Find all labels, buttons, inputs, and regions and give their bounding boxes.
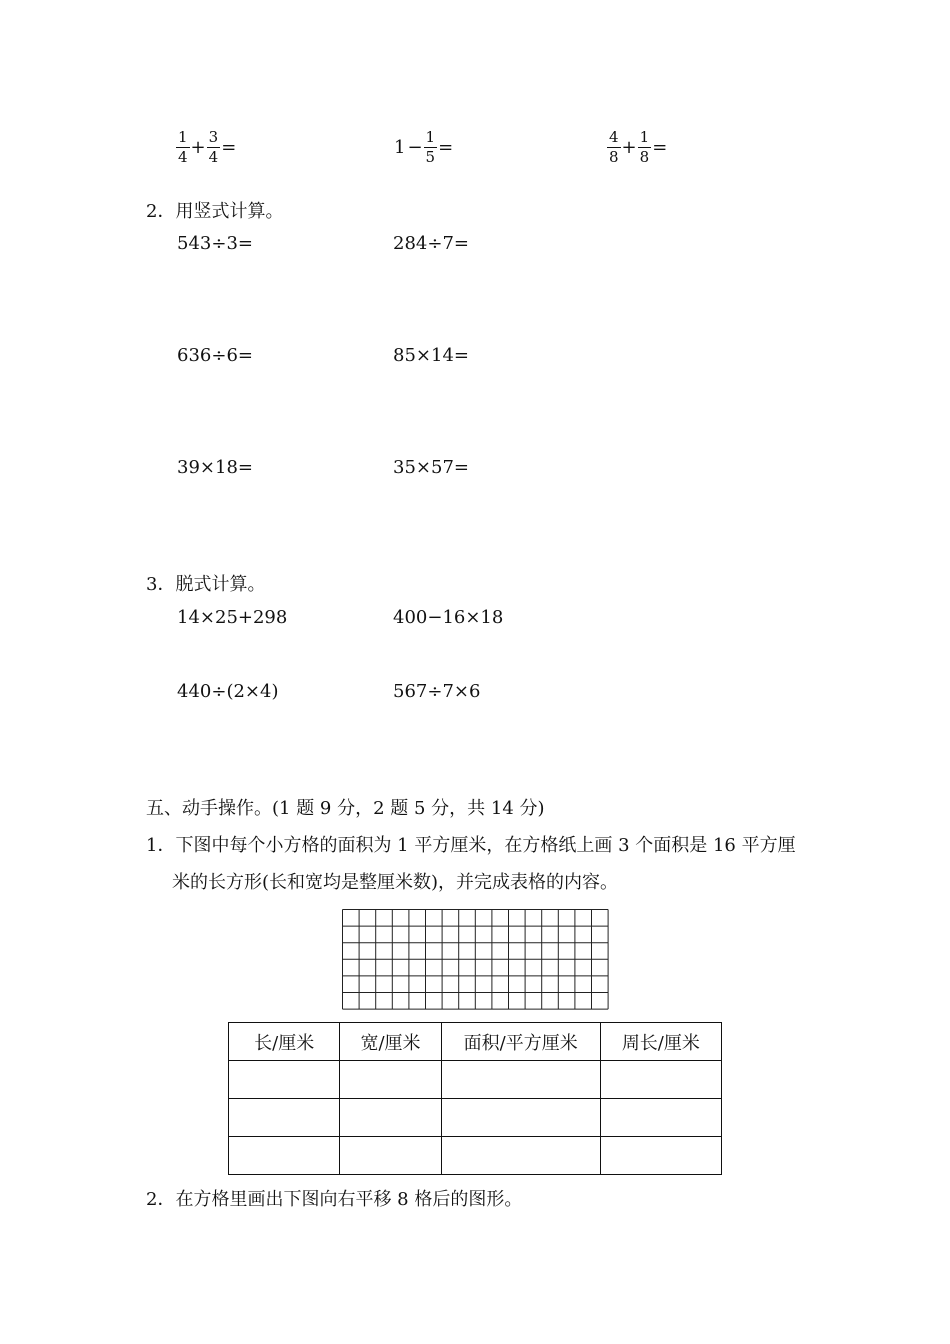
fraction: $\frac{1}{4}$ <box>178 128 188 166</box>
section5-q2-line: 2．在方格里画出下图向右平移 8 格后的图形。 <box>146 1189 523 1210</box>
section5-title: 五、动手操作。(1 题 9 分，2 题 5 分，共 14 分) <box>146 798 545 819</box>
header-area: 面积/平方厘米 <box>441 1023 600 1061</box>
table-row <box>229 1137 722 1175</box>
fraction: $\frac{3}{4}$ <box>208 128 219 166</box>
equals: = <box>652 137 668 158</box>
fraction: $\frac{1}{5}$ <box>425 128 436 166</box>
header-perimeter: 周长/厘米 <box>600 1023 721 1061</box>
grid-paper[interactable] <box>342 909 609 1012</box>
vertical-calc-item: 39×18= <box>177 457 253 478</box>
header-width: 宽/厘米 <box>340 1023 441 1061</box>
section5-q1-line1: 1．下图中每个小方格的面积为 1 平方厘米，在方格纸上画 3 个面积是 16 平方厘 <box>146 835 796 856</box>
rectangle-table <box>228 1022 722 1175</box>
header-length: 长/厘米 <box>229 1023 340 1061</box>
equals: = <box>438 137 454 158</box>
table-cell[interactable] <box>229 1061 340 1099</box>
table-cell[interactable] <box>340 1137 441 1175</box>
fraction-expr-3 <box>607 130 668 165</box>
fraction-expr-1 <box>176 130 237 165</box>
table-row <box>229 1061 722 1099</box>
operator: − <box>407 137 423 158</box>
q3-title: 3．脱式计算。 <box>146 574 266 595</box>
table-cell[interactable] <box>229 1137 340 1175</box>
step-calc-item: 567÷7×6 <box>393 681 481 702</box>
vertical-calc-item: 35×57= <box>393 457 469 478</box>
step-calc-item: 14×25+298 <box>177 607 288 628</box>
table-cell[interactable] <box>600 1137 721 1175</box>
operator: + <box>621 137 637 158</box>
vertical-calc-item: 543÷3= <box>177 233 253 254</box>
table-cell[interactable] <box>229 1099 340 1137</box>
vertical-calc-item: 284÷7= <box>393 233 469 254</box>
table-cell[interactable] <box>441 1099 600 1137</box>
q2-title: 2．用竖式计算。 <box>146 201 284 222</box>
vertical-calc-item: 85×14= <box>393 345 469 366</box>
table-cell[interactable] <box>340 1061 441 1099</box>
fraction-expr-2 <box>393 130 454 165</box>
equals: = <box>221 137 237 158</box>
table-cell[interactable] <box>600 1061 721 1099</box>
step-calc-item: 440÷(2×4) <box>177 681 279 702</box>
table-row <box>229 1099 722 1137</box>
table-header-row <box>229 1023 722 1061</box>
operator: + <box>190 137 206 158</box>
table-cell[interactable] <box>441 1137 600 1175</box>
table-cell[interactable] <box>600 1099 721 1137</box>
step-calc-item: 400−16×18 <box>393 607 504 628</box>
table-cell[interactable] <box>441 1061 600 1099</box>
section5-q1-line2: 米的长方形(长和宽均是整厘米数)，并完成表格的内容。 <box>172 872 619 893</box>
whole-number: 1 <box>394 137 406 158</box>
fraction: $\frac{1}{8}$ <box>639 128 650 166</box>
fraction: $\frac{4}{8}$ <box>609 128 619 166</box>
table-cell[interactable] <box>340 1099 441 1137</box>
vertical-calc-item: 636÷6= <box>177 345 253 366</box>
